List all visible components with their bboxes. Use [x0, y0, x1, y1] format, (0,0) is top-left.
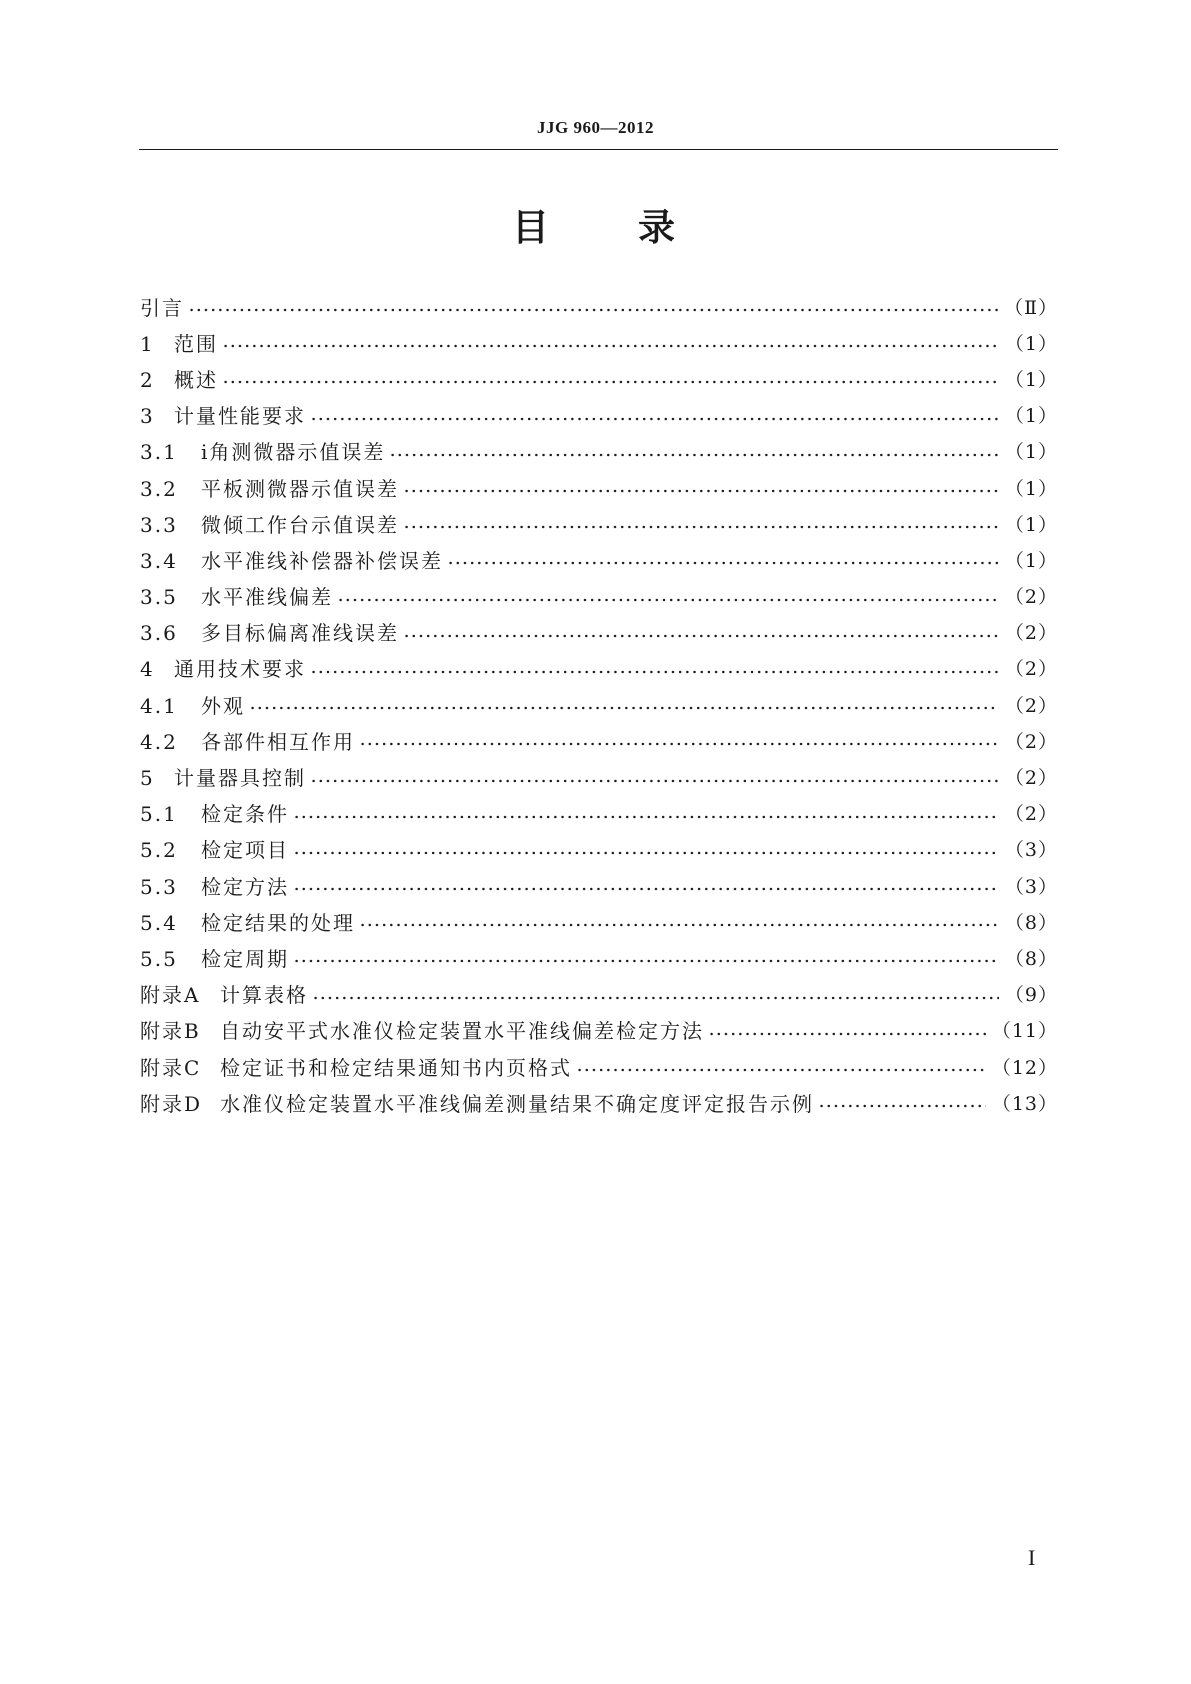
- toc-entry-label: 各部件相互作用: [201, 729, 355, 754]
- toc-entry[interactable]: [140, 1048, 1058, 1084]
- toc-entry-title: [140, 1052, 572, 1081]
- dot-leader: [447, 560, 999, 566]
- toc-entry-title: [140, 400, 306, 429]
- dot-leader: [293, 958, 999, 964]
- toc-entry-label: 概述: [174, 367, 218, 392]
- toc-entry-number: 3.2: [140, 476, 178, 501]
- toc-entry[interactable]: [140, 831, 1058, 867]
- toc-entry-number: 4.1: [140, 693, 178, 718]
- toc-entry-number: 5.5: [140, 946, 178, 971]
- toc-entry-number: 3: [140, 404, 155, 429]
- toc-entry[interactable]: [140, 469, 1058, 505]
- toc-entry-title: [140, 436, 385, 465]
- toc-entry-title: [140, 871, 289, 900]
- toc-entry-label: 计算表格: [220, 983, 308, 1008]
- toc-entry[interactable]: [140, 433, 1058, 469]
- toc-entry[interactable]: [140, 614, 1058, 650]
- toc-entry-title: [140, 1015, 704, 1044]
- toc-entry-page: （8）: [1004, 911, 1058, 934]
- toc-entry-page: （13）: [991, 1092, 1058, 1115]
- toc-entry-page: （1）: [1004, 513, 1058, 536]
- toc-entry-page: （11）: [991, 1020, 1058, 1043]
- toc-entry-page: （2）: [1004, 622, 1058, 645]
- toc-entry-title: [140, 545, 443, 574]
- toc-entry[interactable]: [140, 578, 1058, 614]
- page-number: I: [1028, 1545, 1036, 1570]
- toc-entry-label: 自动安平式水准仪检定装置水平准线偏差检定方法: [220, 1019, 704, 1044]
- toc-entry[interactable]: [140, 903, 1058, 939]
- dot-leader: [359, 741, 999, 747]
- toc-entry-number: 4: [140, 657, 155, 682]
- toc-title-char-1: 目: [512, 206, 549, 249]
- toc-entry-page: （1）: [1004, 549, 1058, 572]
- toc-entry[interactable]: [140, 939, 1058, 975]
- toc-entry-label: 外观: [201, 693, 245, 718]
- dot-leader: [337, 597, 999, 603]
- toc-entry-label: 计量性能要求: [174, 404, 306, 429]
- toc-entry-page: （2）: [1004, 803, 1058, 826]
- dot-leader: [222, 343, 999, 349]
- dot-leader: [293, 850, 999, 856]
- toc-entry-label: i角测微器示值误差: [201, 440, 386, 465]
- toc-entry-number: 5.3: [140, 874, 178, 899]
- toc-entry-number: 5.1: [140, 802, 178, 827]
- toc-entry-page: （2）: [1004, 730, 1058, 753]
- toc-entry-title: [140, 1088, 814, 1117]
- toc-entry-number: 1: [140, 331, 155, 356]
- toc-entry[interactable]: [140, 505, 1058, 541]
- toc-entry-label: 检定条件: [201, 802, 289, 827]
- toc-entry-title: [140, 364, 218, 393]
- toc-entry-number: 2: [140, 367, 155, 392]
- toc-entry-title: [140, 762, 306, 791]
- dot-leader: [708, 1031, 986, 1037]
- toc-entry-number: 3.1: [140, 440, 178, 465]
- toc-entry-page: （2）: [1004, 767, 1058, 790]
- dot-leader: [359, 922, 999, 928]
- dot-leader: [403, 633, 999, 639]
- toc-entry-label: 检定证书和检定结果通知书内页格式: [220, 1055, 572, 1080]
- toc-entry-page: （12）: [991, 1056, 1058, 1079]
- toc-entry-label: 范围: [174, 331, 218, 356]
- header-rule: [139, 149, 1058, 150]
- toc-entry-number: 3.6: [140, 621, 178, 646]
- toc-entry[interactable]: [140, 976, 1058, 1012]
- toc-entry-label: 微倾工作台示值误差: [201, 512, 399, 537]
- dot-leader: [188, 307, 998, 313]
- toc-entry-page: （9）: [1004, 984, 1058, 1007]
- toc-entry-number: 5.4: [140, 910, 178, 935]
- toc-entry-number: 3.3: [140, 512, 178, 537]
- toc-entry[interactable]: [140, 360, 1058, 396]
- dot-leader: [312, 995, 999, 1001]
- toc-entry-title: [140, 617, 399, 646]
- toc-entry[interactable]: [140, 650, 1058, 686]
- toc-entry-number: 附录A: [140, 983, 201, 1008]
- dot-leader: [249, 705, 999, 711]
- toc-entry-label: 检定项目: [201, 838, 289, 863]
- dot-leader: [310, 669, 999, 675]
- toc-title-char-2: 录: [638, 206, 675, 249]
- toc-entry[interactable]: [140, 397, 1058, 433]
- toc-entry[interactable]: [140, 686, 1058, 722]
- toc-entry-title: [140, 798, 289, 827]
- dot-leader: [818, 1103, 986, 1109]
- dot-leader: [403, 524, 999, 530]
- dot-leader: [293, 886, 999, 892]
- toc-entry[interactable]: [140, 758, 1058, 794]
- toc-entry-number: 3.5: [140, 585, 178, 610]
- dot-leader: [403, 488, 999, 494]
- toc-entry-title: [140, 473, 399, 502]
- toc-entry[interactable]: [140, 541, 1058, 577]
- toc-entry-number: 附录D: [140, 1091, 203, 1116]
- toc-entry-label: 检定周期: [201, 946, 289, 971]
- toc-entry-label: 多目标偏离准线误差: [201, 621, 399, 646]
- dot-leader: [310, 416, 999, 422]
- toc-entry[interactable]: [140, 867, 1058, 903]
- dot-leader: [293, 814, 999, 820]
- dot-leader: [576, 1067, 986, 1073]
- table-of-contents: [140, 288, 1058, 1120]
- toc-entry-page: （1）: [1004, 441, 1058, 464]
- toc-entry-title: [140, 653, 306, 682]
- toc-entry-number: 4.2: [140, 729, 178, 754]
- toc-entry-number: 5: [140, 766, 155, 791]
- toc-entry-label: 水平准线偏差: [201, 585, 333, 610]
- toc-entry-title: [140, 907, 355, 936]
- toc-entry-label: 水准仪检定装置水平准线偏差测量结果不确定度评定报告示例: [220, 1091, 814, 1116]
- dot-leader: [222, 379, 999, 385]
- toc-entry-label: 检定方法: [201, 874, 289, 899]
- toc-entry-title: [140, 726, 355, 755]
- dot-leader: [389, 452, 999, 458]
- toc-entry-title: [140, 581, 333, 610]
- toc-entry-title: [140, 834, 289, 863]
- toc-entry-page: （Ⅱ）: [1004, 296, 1058, 319]
- document-code: JJG 960—2012: [537, 118, 654, 137]
- toc-entry-title: [140, 943, 289, 972]
- dot-leader: [310, 778, 999, 784]
- toc-entry[interactable]: [140, 288, 1058, 324]
- toc-entry[interactable]: [140, 1084, 1058, 1120]
- toc-entry-page: （1）: [1004, 332, 1058, 355]
- toc-entry-page: （8）: [1004, 947, 1058, 970]
- toc-entry[interactable]: [140, 795, 1058, 831]
- toc-entry-page: （2）: [1004, 586, 1058, 609]
- toc-entry-title: [140, 292, 184, 321]
- toc-entry-label: 引言: [140, 295, 184, 320]
- toc-entry-page: （3）: [1004, 839, 1058, 862]
- toc-entry-label: 通用技术要求: [174, 657, 306, 682]
- toc-entry-page: （3）: [1004, 875, 1058, 898]
- toc-entry-page: （1）: [1004, 368, 1058, 391]
- toc-entry-title: [140, 690, 245, 719]
- toc-entry[interactable]: [140, 722, 1058, 758]
- toc-entry-page: （2）: [1004, 658, 1058, 681]
- toc-entry-number: 5.2: [140, 838, 178, 863]
- toc-entry-number: 附录C: [140, 1055, 202, 1080]
- toc-entry-page: （1）: [1004, 477, 1058, 500]
- toc-entry-title: [140, 979, 308, 1008]
- toc-entry-number: 附录B: [140, 1019, 201, 1044]
- toc-entry-label: 检定结果的处理: [201, 910, 355, 935]
- toc-entry-label: 水平准线补偿器补偿误差: [201, 548, 443, 573]
- toc-entry[interactable]: [140, 1012, 1058, 1048]
- toc-entry-label: 平板测微器示值误差: [201, 476, 399, 501]
- toc-entry[interactable]: [140, 324, 1058, 360]
- toc-entry-page: （1）: [1004, 405, 1058, 428]
- toc-entry-title: [140, 509, 399, 538]
- toc-entry-page: （2）: [1004, 694, 1058, 717]
- toc-entry-label: 计量器具控制: [174, 766, 306, 791]
- toc-entry-number: 3.4: [140, 548, 178, 573]
- toc-entry-title: [140, 328, 218, 357]
